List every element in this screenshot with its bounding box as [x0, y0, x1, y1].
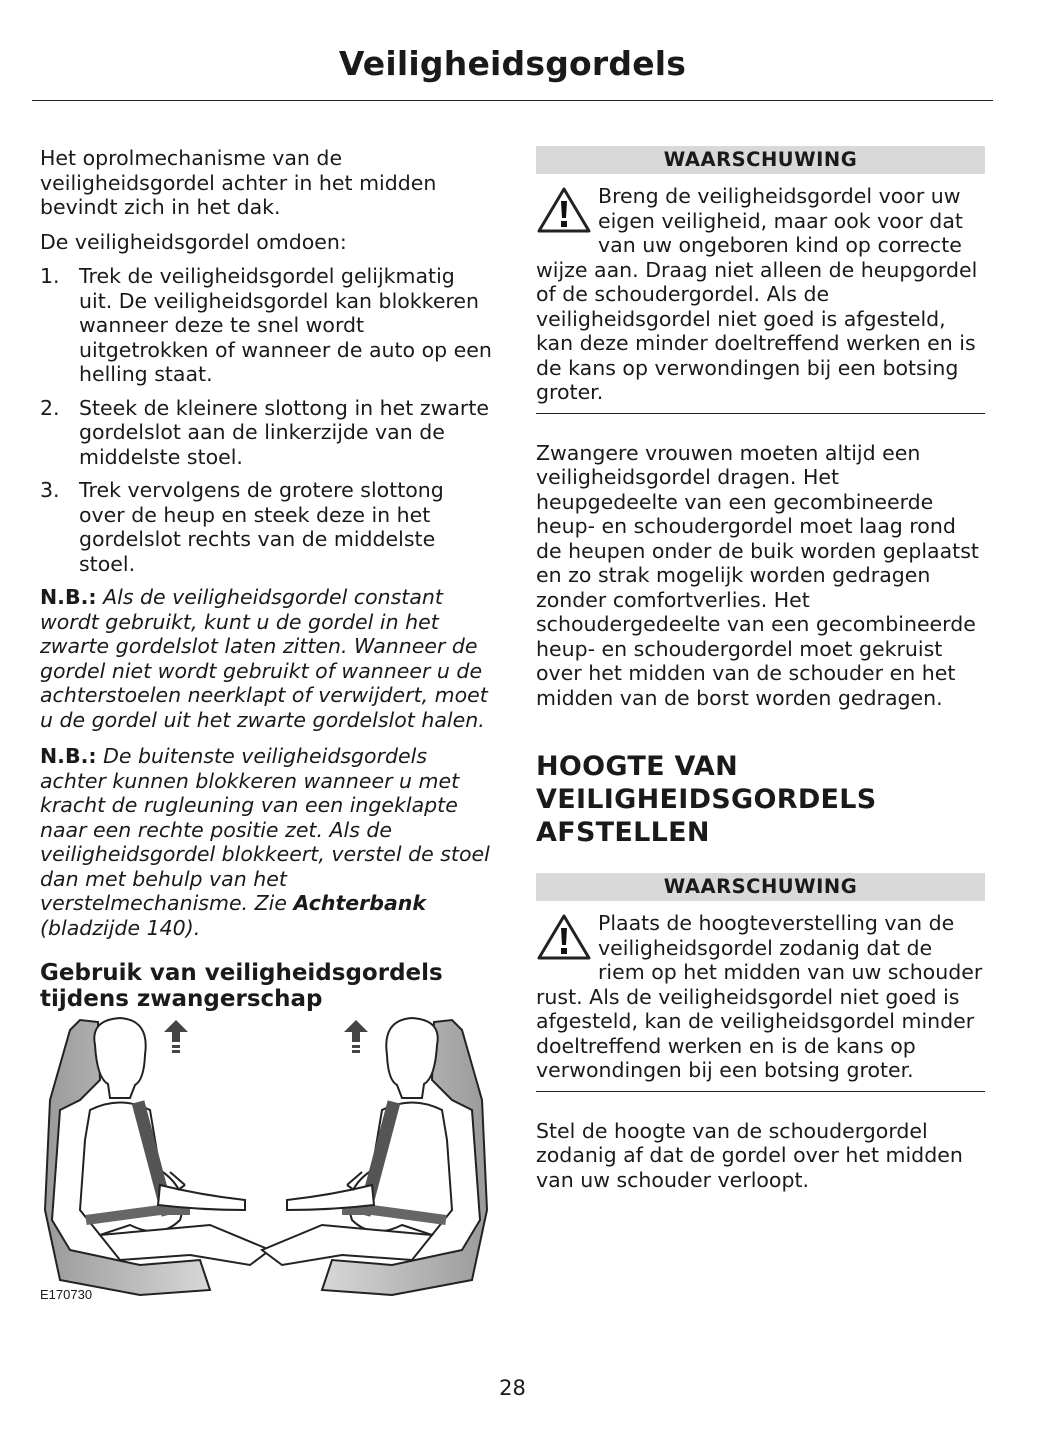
warning-header: WAARSCHUWING	[536, 873, 985, 901]
intro-text: Het oprolmechanisme van de veiligheidsgordel achter in het midden bevindt zich in het dak.	[40, 146, 437, 219]
warning-triangle-icon	[536, 913, 592, 961]
section-heading: HOOGTE VAN VEILIGHEIDSGORDELS AFSTELLEN	[536, 751, 877, 848]
right-up-arrow-icon	[344, 1020, 368, 1053]
left-up-arrow-icon	[164, 1020, 188, 1053]
note-outer-belts: N.B.: De buitenste veiligheidsgordels achter kunnen blokkeren wanneer u met kracht de rugleuning van een ingeklapte naar een rechte positie zet. Als de veiligheidsgordel blokkeert, verstel de stoel dan met behulp van het verstelmechanisme. Zie Achterbank (bladzijde 140).	[40, 744, 490, 940]
page-number: 28	[499, 1376, 526, 1400]
height-text: Stel de hoogte van de schoudergordel zodanig af dat de gordel over het midden van uw schouder verloopt.	[536, 1118, 963, 1192]
right-seated-woman	[262, 1018, 487, 1295]
right-column	[536, 146, 985, 1192]
list-item: 3. Trek vervolgens de grotere slottong over de heup en steek deze in het gordelslot rechts van de middelste stoel.	[40, 478, 444, 576]
page-title: Veiligheidsgordels	[338, 44, 687, 83]
warning-body: Breng de veiligheidsgordel voor uw eigen veiligheid, maar ook voor dat van uw ongeboren kind op correcte wijze aan. Draag niet alleen de heupgordel of de schoudergordel. Als de veiligheidsgordel niet goed is afgesteld, kan deze minder doeltreffend werken en is de kans op verwondingen bij een botsing groter.	[536, 184, 978, 404]
pregnant-women-seatbelt-illustration	[40, 1010, 492, 1300]
achterbank-link[interactable]: Achterbank	[293, 891, 427, 915]
list-item: 2. Steek de kleinere slottong in het zwarte gordelslot aan de linkerzijde van de middelste stoel.	[40, 395, 489, 469]
header-divider	[32, 100, 993, 101]
pregnancy-subheading: Gebruik van veiligheidsgordels tijdens zwangerschap	[40, 960, 443, 1012]
left-seated-woman	[45, 1018, 270, 1295]
warning-divider	[536, 413, 985, 414]
warning-triangle-icon	[536, 186, 592, 234]
list-item: 1. Trek de veiligheidsgordel gelijkmatig uit. De veiligheidsgordel kan blokkeren wanneer deze te snel wordt uitgetrokken of wanneer de auto op een helling staat.	[40, 264, 492, 386]
warning-header: WAARSCHUWING	[536, 146, 985, 174]
note-constant-use: N.B.: Als de veiligheidsgordel constant wordt gebruikt, kunt u de gordel in het zwarte gordelslot laten zitten. Wanneer de gordel niet wordt gebruikt of wanneer u de achterstoelen neerklapt of verwijdert, moet u de gordel uit het zwarte gordelslot halen.	[40, 585, 488, 732]
fasten-label: De veiligheidsgordel omdoen:	[40, 229, 347, 254]
pregnancy-illustration	[40, 1010, 492, 1300]
warning-divider	[536, 1091, 985, 1092]
warning-body: Plaats de hoogteverstelling van de veiligheidsgordel zodanig dat de riem op het midden van uw schouder rust. Als de veiligheidsgordel niet goed is afgesteld, kan de veiligheidsgordel minder doeltreffend werken en is de kans op verwondingen bij een botsing groter.	[536, 911, 983, 1082]
left-column	[40, 146, 492, 1012]
fasten-steps	[40, 264, 492, 576]
figure-caption: E170730	[40, 1287, 93, 1302]
pregnancy-text: Zwangere vrouwen moeten altijd een veiligheidsgordel dragen. Het heupgedeelte van een gecombineerde heup- en schoudergordel moet laag rond de heupen onder de buik worden geplaatst en zo strak mogelijk worden gedragen zonder comfortverlies. Het schoudergedeelte van een gecombineerde heup- en schoudergordel moet gekruist over het midden van de schouder en het midden van de borst worden gedragen.	[536, 440, 979, 710]
